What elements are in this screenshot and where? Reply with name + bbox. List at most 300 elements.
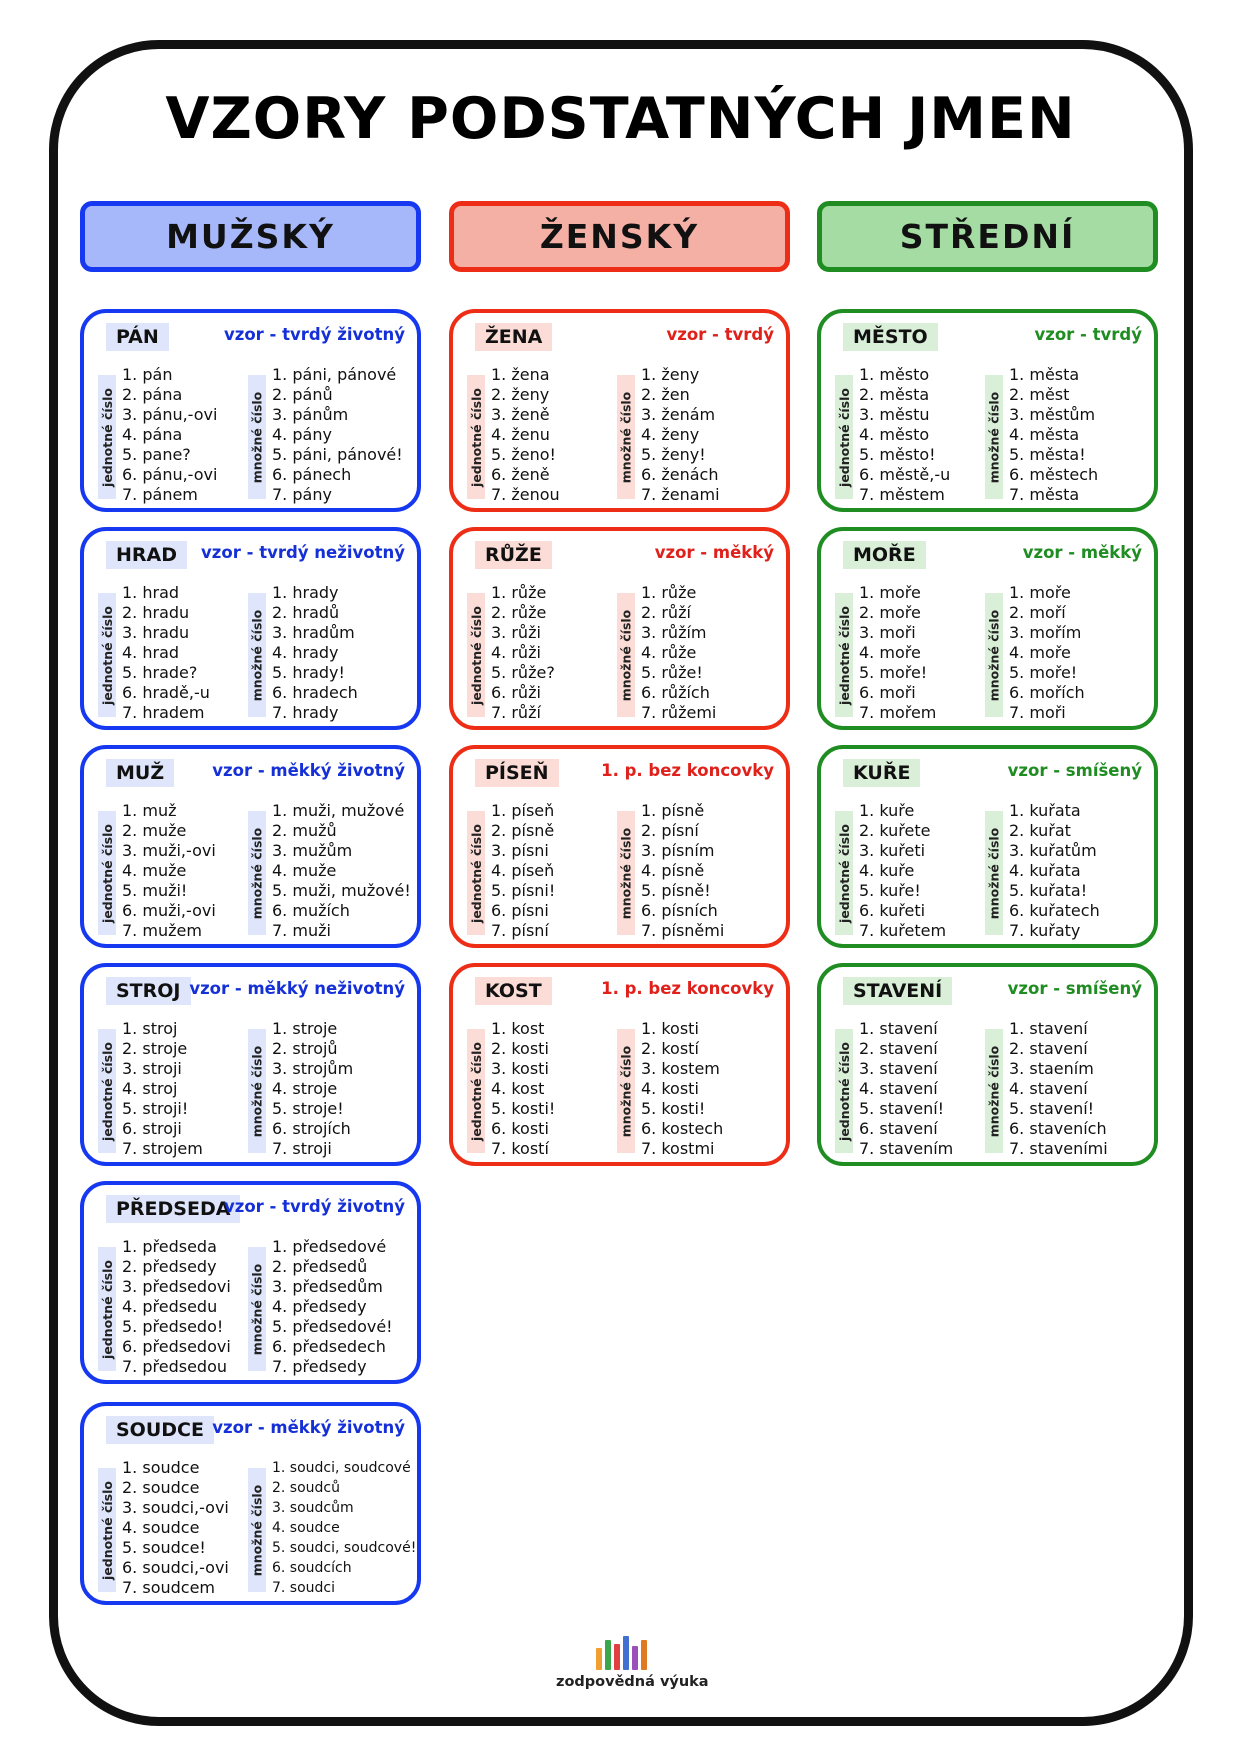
card-type: vzor - tvrdý neživotný <box>201 543 405 562</box>
card-type: 1. p. bez koncovky <box>601 979 774 998</box>
card-title: PÍSEŇ <box>475 759 559 787</box>
singular-form: 5. pane? <box>122 445 191 464</box>
card-kure <box>817 745 1158 948</box>
plural-form: 4. města <box>1009 425 1080 444</box>
plural-form: 4. muže <box>272 861 337 880</box>
singular-form: 7. stavením <box>859 1139 954 1158</box>
plural-form: 7. ženami <box>641 485 720 504</box>
logo <box>556 1636 709 1690</box>
singular-form: 4. stroj <box>122 1079 178 1098</box>
singular-list <box>122 365 217 505</box>
plural-form: 5. soudci, soudcové! <box>272 1540 417 1556</box>
plural-form: 1. moře <box>1009 583 1071 602</box>
plural-form: 6. mořích <box>1009 683 1085 702</box>
plural-form: 5. stavení! <box>1009 1099 1095 1118</box>
singular-form: 4. kost <box>491 1079 545 1098</box>
card-title: PÁN <box>106 323 169 351</box>
plural-form: 5. páni, pánové! <box>272 445 403 464</box>
plural-form: 1. písně <box>641 801 705 820</box>
card-title: KOST <box>475 977 552 1005</box>
plural-form: 3. kostem <box>641 1059 720 1078</box>
singular-label: jednotné číslo <box>835 593 853 717</box>
card-type: vzor - smíšený <box>1007 761 1142 780</box>
plural-list <box>272 801 411 941</box>
plural-form: 3. městům <box>1009 405 1096 424</box>
plural-form: 2. hradů <box>272 603 340 622</box>
singular-list <box>859 365 950 505</box>
plural-form: 1. předsedové <box>272 1237 387 1256</box>
singular-form: 1. kost <box>491 1019 545 1038</box>
plural-list <box>641 1019 723 1159</box>
singular-form: 5. moře! <box>859 663 928 682</box>
plural-form: 2. kostí <box>641 1039 699 1058</box>
singular-form: 5. předsedo! <box>122 1317 224 1336</box>
plural-form: 3. pánům <box>272 405 349 424</box>
plural-form: 1. ženy <box>641 365 700 384</box>
singular-form: 2. hradu <box>122 603 190 622</box>
singular-form: 2. soudce <box>122 1478 200 1497</box>
plural-form: 6. městech <box>1009 465 1099 484</box>
singular-form: 3. moři <box>859 623 916 642</box>
card-ruze <box>449 527 790 730</box>
page-title: VZORY PODSTATNÝCH JMEN <box>165 86 1076 152</box>
plural-form: 4. hrady <box>272 643 339 662</box>
singular-form: 3. předsedovi <box>122 1277 231 1296</box>
plural-form: 5. kuřata! <box>1009 881 1088 900</box>
card-title: RŮŽE <box>475 541 552 569</box>
plural-form: 7. kuřaty <box>1009 921 1081 940</box>
plural-form: 5. ženy! <box>641 445 706 464</box>
singular-form: 4. stavení <box>859 1079 938 1098</box>
plural-form: 5. písně! <box>641 881 711 900</box>
plural-form: 5. růže! <box>641 663 703 682</box>
plural-form: 7. pány <box>272 485 332 504</box>
card-type: vzor - měkký životný <box>212 761 405 780</box>
plural-form: 6. předsedech <box>272 1337 386 1356</box>
card-kost <box>449 963 790 1166</box>
plural-form: 4. stroje <box>272 1079 338 1098</box>
plural-form: 7. kostmi <box>641 1139 715 1158</box>
card-title: STROJ <box>106 977 191 1005</box>
singular-list <box>122 801 216 941</box>
plural-form: 2. pánů <box>272 385 333 404</box>
plural-form: 3. růžím <box>641 623 707 642</box>
logo-text: zodpovědná výuka <box>556 1674 709 1690</box>
plural-label: množné číslo <box>985 593 1003 717</box>
plural-form: 6. kuřatech <box>1009 901 1100 920</box>
singular-form: 6. ženě <box>491 465 550 484</box>
singular-list <box>491 365 560 505</box>
plural-form: 4. stavení <box>1009 1079 1088 1098</box>
singular-form: 4. předsedu <box>122 1297 218 1316</box>
plural-form: 7. růžemi <box>641 703 717 722</box>
singular-label: jednotné číslo <box>467 1029 485 1153</box>
plural-label: množné číslo <box>248 1468 266 1592</box>
plural-form: 6. strojích <box>272 1119 351 1138</box>
plural-form: 7. staveními <box>1009 1139 1108 1158</box>
card-title: KUŘE <box>843 759 920 787</box>
plural-form: 3. staením <box>1009 1059 1094 1078</box>
singular-form: 1. předseda <box>122 1237 217 1256</box>
singular-form: 1. hrad <box>122 583 180 602</box>
plural-form: 7. předsedy <box>272 1357 367 1376</box>
singular-form: 3. růži <box>491 623 541 642</box>
gender-header-feminine: ŽENSKÝ <box>449 201 790 272</box>
plural-form: 3. mořím <box>1009 623 1082 642</box>
singular-form: 2. města <box>859 385 930 404</box>
singular-form: 5. hrade? <box>122 663 198 682</box>
card-type: vzor - tvrdý životný <box>223 1197 405 1216</box>
singular-form: 2. kosti <box>491 1039 549 1058</box>
singular-form: 2. předsedy <box>122 1257 217 1276</box>
plural-form: 1. stroje <box>272 1019 338 1038</box>
plural-form: 5. kosti! <box>641 1099 706 1118</box>
singular-form: 1. žena <box>491 365 550 384</box>
card-title: SOUDCE <box>106 1416 214 1444</box>
singular-list <box>491 801 555 941</box>
singular-form: 3. muži,-ovi <box>122 841 216 860</box>
plural-form: 4. pány <box>272 425 332 444</box>
plural-form: 7. muži <box>272 921 331 940</box>
plural-form: 2. mužů <box>272 821 337 840</box>
singular-form: 4. pána <box>122 425 183 444</box>
singular-label: jednotné číslo <box>467 811 485 935</box>
plural-label: množné číslo <box>248 1029 266 1153</box>
plural-form: 3. strojům <box>272 1059 354 1078</box>
plural-form: 6. soudcích <box>272 1560 352 1576</box>
singular-form: 6. písni <box>491 901 549 920</box>
singular-form: 1. kuře <box>859 801 915 820</box>
plural-form: 6. hradech <box>272 683 358 702</box>
plural-form: 5. muži, mužové! <box>272 881 411 900</box>
singular-list <box>122 1458 229 1598</box>
card-type: vzor - měkký <box>654 543 774 562</box>
card-title: MOŘE <box>843 541 926 569</box>
plural-label: množné číslo <box>985 1029 1003 1153</box>
singular-form: 6. pánu,-ovi <box>122 465 218 484</box>
singular-label: jednotné číslo <box>835 375 853 499</box>
singular-form: 6. předsedovi <box>122 1337 231 1356</box>
plural-list <box>1009 1019 1108 1159</box>
singular-label: jednotné číslo <box>98 375 116 499</box>
plural-form: 7. písněmi <box>641 921 725 940</box>
plural-form: 5. moře! <box>1009 663 1078 682</box>
singular-form: 6. kuřeti <box>859 901 926 920</box>
singular-form: 6. městě,-u <box>859 465 951 484</box>
plural-form: 7. města <box>1009 485 1080 504</box>
singular-form: 5. muži! <box>122 881 188 900</box>
singular-form: 1. soudce <box>122 1458 200 1477</box>
plural-form: 5. stroje! <box>272 1099 344 1118</box>
singular-form: 5. písni! <box>491 881 556 900</box>
card-type: vzor - tvrdý životný <box>223 325 405 344</box>
books-icon <box>556 1636 686 1670</box>
singular-form: 4. muže <box>122 861 187 880</box>
singular-list <box>491 1019 555 1159</box>
plural-form: 1. muži, mužové <box>272 801 405 820</box>
plural-form: 4. písně <box>641 861 705 880</box>
singular-form: 3. stroji <box>122 1059 182 1078</box>
singular-list <box>859 583 936 723</box>
singular-form: 4. soudce <box>122 1518 200 1537</box>
singular-label: jednotné číslo <box>98 1468 116 1592</box>
card-type: vzor - tvrdý <box>666 325 774 344</box>
card-type: vzor - měkký životný <box>212 1418 405 1437</box>
singular-label: jednotné číslo <box>835 1029 853 1153</box>
plural-form: 3. kuřatům <box>1009 841 1097 860</box>
singular-form: 6. stavení <box>859 1119 938 1138</box>
singular-form: 2. stroje <box>122 1039 188 1058</box>
singular-form: 7. strojem <box>122 1139 203 1158</box>
singular-form: 2. ženy <box>491 385 550 404</box>
plural-list <box>641 801 724 941</box>
card-zena <box>449 309 790 512</box>
card-staveni <box>817 963 1158 1166</box>
singular-form: 2. moře <box>859 603 921 622</box>
plural-label: množné číslo <box>617 593 635 717</box>
singular-form: 3. soudci,-ovi <box>122 1498 229 1517</box>
singular-form: 1. město <box>859 365 930 384</box>
singular-form: 3. městu <box>859 405 930 424</box>
singular-form: 5. soudce! <box>122 1538 206 1557</box>
singular-form: 2. kuřete <box>859 821 931 840</box>
plural-form: 7. hrady <box>272 703 339 722</box>
plural-label: množné číslo <box>617 375 635 499</box>
plural-form: 4. předsedy <box>272 1297 367 1316</box>
singular-form: 7. mužem <box>122 921 202 940</box>
plural-form: 2. žen <box>641 385 690 404</box>
singular-form: 7. kuřetem <box>859 921 947 940</box>
singular-form: 1. růže <box>491 583 547 602</box>
plural-label: množné číslo <box>617 1029 635 1153</box>
plural-form: 2. písní <box>641 821 699 840</box>
singular-list <box>859 801 946 941</box>
plural-list <box>1009 583 1085 723</box>
singular-form: 5. kuře! <box>859 881 921 900</box>
plural-list <box>1009 801 1100 941</box>
singular-form: 5. růže? <box>491 663 555 682</box>
plural-form: 7. moři <box>1009 703 1066 722</box>
singular-form: 3. kuřeti <box>859 841 926 860</box>
singular-form: 5. stroji! <box>122 1099 189 1118</box>
plural-list <box>272 1019 353 1159</box>
plural-form: 2. růží <box>641 603 691 622</box>
plural-label: množné číslo <box>248 375 266 499</box>
singular-form: 2. pána <box>122 385 183 404</box>
singular-form: 7. předsedou <box>122 1357 227 1376</box>
card-pisen <box>449 745 790 948</box>
plural-form: 5. předsedové! <box>272 1317 393 1336</box>
plural-form: 5. města! <box>1009 445 1086 464</box>
plural-form: 3. hradům <box>272 623 355 642</box>
singular-form: 3. hradu <box>122 623 190 642</box>
singular-label: jednotné číslo <box>98 1247 116 1371</box>
singular-form: 3. ženě <box>491 405 550 424</box>
plural-form: 1. stavení <box>1009 1019 1088 1038</box>
card-stroj <box>80 963 421 1166</box>
singular-label: jednotné číslo <box>98 811 116 935</box>
plural-form: 1. růže <box>641 583 697 602</box>
plural-list <box>272 1458 416 1598</box>
plural-form: 3. mužům <box>272 841 353 860</box>
plural-label: množné číslo <box>248 593 266 717</box>
singular-form: 1. pán <box>122 365 173 384</box>
plural-list <box>641 583 716 723</box>
singular-form: 6. soudci,-ovi <box>122 1558 229 1577</box>
card-soudce <box>80 1402 421 1605</box>
plural-form: 6. růžích <box>641 683 710 702</box>
plural-form: 6. kostech <box>641 1119 724 1138</box>
singular-form: 7. mořem <box>859 703 937 722</box>
plural-label: množné číslo <box>248 1247 266 1371</box>
singular-list <box>122 583 210 723</box>
singular-form: 4. ženu <box>491 425 550 444</box>
card-title: HRAD <box>106 541 187 569</box>
plural-label: množné číslo <box>617 811 635 935</box>
plural-form: 1. kuřata <box>1009 801 1081 820</box>
singular-form: 1. stavení <box>859 1019 938 1038</box>
singular-list <box>859 1019 953 1159</box>
singular-form: 2. stavení <box>859 1039 938 1058</box>
card-title: MUŽ <box>106 759 174 787</box>
singular-form: 6. kosti <box>491 1119 549 1138</box>
plural-form: 6. písních <box>641 901 718 920</box>
plural-form: 2. měst <box>1009 385 1070 404</box>
singular-form: 3. písni <box>491 841 549 860</box>
plural-form: 1. páni, pánové <box>272 365 397 384</box>
plural-form: 4. moře <box>1009 643 1071 662</box>
singular-form: 3. kosti <box>491 1059 549 1078</box>
singular-form: 4. píseň <box>491 861 555 880</box>
singular-form: 1. moře <box>859 583 921 602</box>
plural-form: 4. růže <box>641 643 697 662</box>
plural-form: 2. předsedů <box>272 1257 368 1276</box>
plural-form: 7. soudci <box>272 1580 336 1596</box>
plural-list <box>272 1237 393 1377</box>
plural-list <box>272 365 403 505</box>
singular-form: 7. hradem <box>122 703 205 722</box>
singular-form: 4. město <box>859 425 930 444</box>
singular-label: jednotné číslo <box>467 593 485 717</box>
singular-form: 2. muže <box>122 821 187 840</box>
plural-label: množné číslo <box>985 811 1003 935</box>
plural-form: 1. hrady <box>272 583 339 602</box>
plural-form: 4. ženy <box>641 425 700 444</box>
plural-form: 6. ženách <box>641 465 719 484</box>
plural-list <box>1009 365 1098 505</box>
plural-form: 1. soudci, soudcové <box>272 1460 411 1476</box>
card-predseda <box>80 1181 421 1384</box>
singular-form: 3. stavení <box>859 1059 938 1078</box>
singular-list <box>122 1019 203 1159</box>
gender-header-masculine: MUŽSKÝ <box>80 201 421 272</box>
singular-form: 1. muž <box>122 801 177 820</box>
singular-form: 7. kostí <box>491 1139 549 1158</box>
plural-form: 2. stavení <box>1009 1039 1088 1058</box>
singular-form: 7. růží <box>491 703 541 722</box>
card-type: vzor - tvrdý <box>1034 325 1142 344</box>
plural-form: 2. moří <box>1009 603 1066 622</box>
singular-list <box>122 1237 231 1377</box>
singular-form: 7. písní <box>491 921 549 940</box>
card-title: STAVENÍ <box>843 977 952 1005</box>
singular-label: jednotné číslo <box>98 593 116 717</box>
plural-form: 6. pánech <box>272 465 352 484</box>
plural-form: 3. předsedům <box>272 1277 383 1296</box>
singular-label: jednotné číslo <box>467 375 485 499</box>
card-type: vzor - měkký <box>1022 543 1142 562</box>
plural-form: 2. soudců <box>272 1480 340 1496</box>
card-pan <box>80 309 421 512</box>
gender-header-neuter: STŘEDNÍ <box>817 201 1158 272</box>
plural-label: množné číslo <box>248 811 266 935</box>
plural-label: množné číslo <box>985 375 1003 499</box>
plural-form: 4. soudce <box>272 1520 340 1536</box>
card-type: vzor - smíšený <box>1007 979 1142 998</box>
singular-form: 5. kosti! <box>491 1099 556 1118</box>
singular-form: 7. městem <box>859 485 945 504</box>
singular-form: 4. moře <box>859 643 921 662</box>
singular-form: 5. stavení! <box>859 1099 945 1118</box>
card-title: PŘEDSEDA <box>106 1195 240 1223</box>
plural-form: 4. kosti <box>641 1079 699 1098</box>
card-more <box>817 527 1158 730</box>
singular-form: 6. růži <box>491 683 541 702</box>
plural-form: 4. kuřata <box>1009 861 1081 880</box>
plural-form: 6. staveních <box>1009 1119 1107 1138</box>
singular-form: 4. růži <box>491 643 541 662</box>
singular-list <box>491 583 555 723</box>
singular-form: 4. kuře <box>859 861 915 880</box>
singular-form: 5. ženo! <box>491 445 556 464</box>
singular-form: 2. písně <box>491 821 555 840</box>
plural-form: 1. města <box>1009 365 1080 384</box>
card-title: MĚSTO <box>843 323 938 351</box>
singular-form: 3. pánu,-ovi <box>122 405 218 424</box>
plural-form: 3. písním <box>641 841 715 860</box>
singular-form: 4. hrad <box>122 643 180 662</box>
card-type: 1. p. bez koncovky <box>601 761 774 780</box>
card-muz <box>80 745 421 948</box>
plural-form: 7. stroji <box>272 1139 332 1158</box>
plural-form: 5. hrady! <box>272 663 345 682</box>
singular-form: 7. pánem <box>122 485 198 504</box>
plural-form: 1. kosti <box>641 1019 699 1038</box>
singular-form: 7. ženou <box>491 485 560 504</box>
card-hrad <box>80 527 421 730</box>
singular-form: 2. růže <box>491 603 547 622</box>
card-title: ŽENA <box>475 323 552 351</box>
plural-form: 3. soudcům <box>272 1500 354 1516</box>
plural-form: 3. ženám <box>641 405 716 424</box>
singular-form: 7. soudcem <box>122 1578 215 1597</box>
singular-label: jednotné číslo <box>835 811 853 935</box>
singular-form: 1. píseň <box>491 801 555 820</box>
singular-form: 6. stroji <box>122 1119 182 1138</box>
plural-list <box>272 583 358 723</box>
singular-form: 6. muži,-ovi <box>122 901 216 920</box>
plural-form: 2. kuřat <box>1009 821 1071 840</box>
singular-label: jednotné číslo <box>98 1029 116 1153</box>
card-mesto <box>817 309 1158 512</box>
singular-form: 6. moři <box>859 683 916 702</box>
singular-form: 6. hradě,-u <box>122 683 210 702</box>
plural-form: 6. mužích <box>272 901 350 920</box>
plural-form: 2. strojů <box>272 1039 338 1058</box>
plural-list <box>641 365 720 505</box>
singular-form: 1. stroj <box>122 1019 178 1038</box>
singular-form: 5. město! <box>859 445 936 464</box>
